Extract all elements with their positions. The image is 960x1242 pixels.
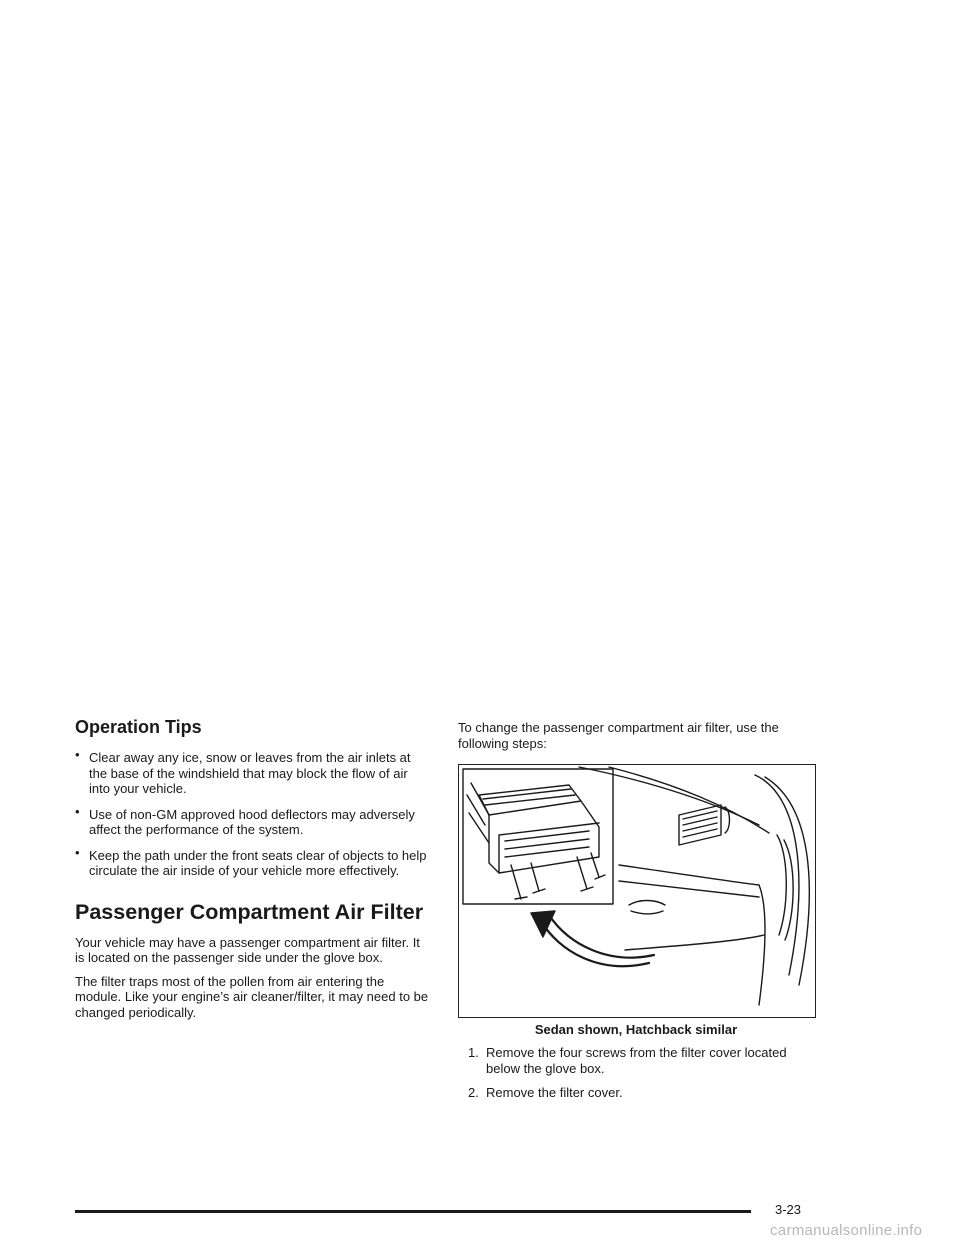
glove-box-illustration xyxy=(458,764,816,1018)
watermark: carmanualsonline.info xyxy=(770,1222,923,1239)
list-item: • Use of non-GM approved hood deflectors may adversely affect the performance of the system. xyxy=(75,803,415,837)
steps-list xyxy=(458,1045,818,1101)
bullet-icon: • xyxy=(75,747,80,762)
footer-divider xyxy=(75,1210,751,1213)
steps-intro: To change the passenger compartment air filter, use the following steps: xyxy=(458,720,779,751)
list-item: 1. Remove the four screws from the filter cover located below the glove box. xyxy=(468,1045,787,1076)
filter-paragraph-purpose: The filter traps most of the pollen from air entering the module. Like your engine’s air cleaner/filter, it may need to be changed periodically. xyxy=(75,973,429,1020)
list-item: • Keep the path under the front seats clear of objects to help circulate the air inside of your vehicle more effectively. xyxy=(75,844,427,878)
list-item: • Clear away any ice, snow or leaves from the air inlets at the base of the windshield that may block the flow of air into your vehicle. xyxy=(75,747,411,796)
list-item: 2. Remove the filter cover. xyxy=(468,1085,623,1100)
filter-section-heading: Passenger Compartment Air Filter xyxy=(75,899,424,924)
filter-cover-diagram-icon xyxy=(459,765,815,1017)
figure-caption: Sedan shown, Hatchback similar xyxy=(534,1022,738,1037)
right-column xyxy=(458,720,818,1110)
operation-tips-heading: Operation Tips xyxy=(75,717,202,737)
filter-paragraph-location: Your vehicle may have a passenger compartment air filter. It is located on the passenger side under the glove box. xyxy=(75,934,420,965)
bullet-icon: • xyxy=(75,803,80,819)
page-number: 3-23 xyxy=(775,1202,802,1217)
left-column xyxy=(75,716,430,1028)
bullet-icon: • xyxy=(75,844,80,860)
operation-tips-list xyxy=(75,747,430,879)
